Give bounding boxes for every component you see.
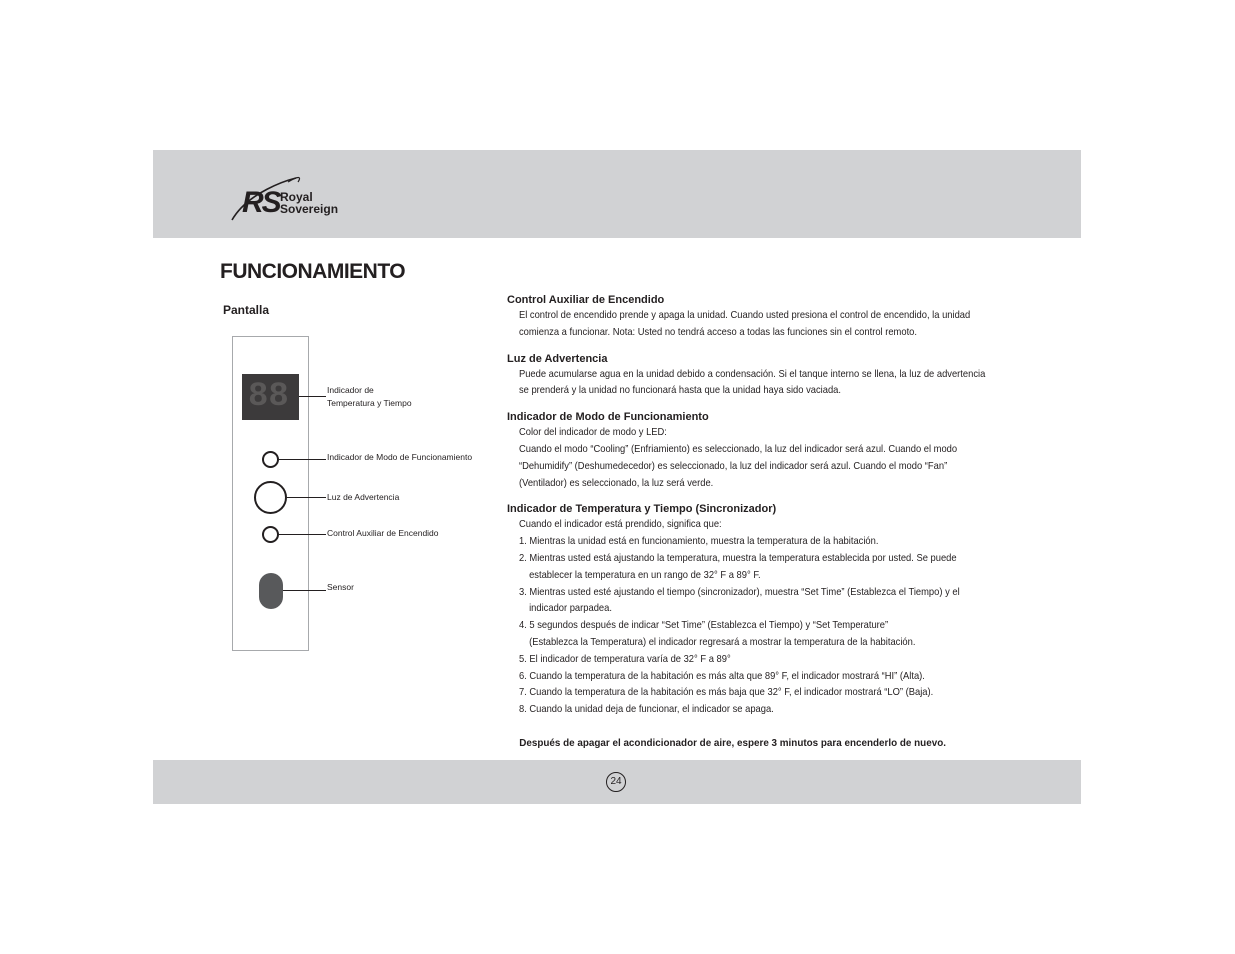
leader-line: [287, 497, 326, 498]
page-title: FUNCIONAMIENTO: [220, 260, 406, 283]
leader-line: [279, 459, 326, 460]
section-title: Control Auxiliar de Encendido: [507, 294, 665, 306]
list-item: 5. El indicador de temperatura varía de 32° F a 89°: [518, 653, 731, 665]
paragraph-line: El control de encendido prende y apaga la unidad. Cuando usted presiona el control de encendido, la unidad: [518, 310, 971, 321]
callout-warning: Luz de Advertencia: [327, 492, 400, 502]
page-number: 24: [606, 772, 626, 792]
paragraph-line: Cuando el indicador está prendido, significa que:: [518, 519, 722, 531]
section-warning: [507, 351, 1017, 401]
callout-aux-power: Control Auxiliar de Encendido: [327, 528, 439, 538]
final-note: Después de apagar el acondicionador de aire, espere 3 minutos para encenderlo de nuevo.: [519, 736, 946, 749]
list-item: 6. Cuando la temperatura de la habitación es más alta que 89° F, el indicador mostrará “HI” (Alta).: [518, 670, 925, 682]
paragraph-line: se prenderá y la unidad no funcionará hasta que la unidad haya sido vaciada.: [518, 385, 841, 397]
leader-line: [299, 396, 326, 397]
logo-line-1: Royal: [280, 190, 313, 204]
paragraph-line: Cuando el modo “Cooling” (Enfriamiento) es seleccionado, la luz del indicador será azul. Cuando el modo: [518, 443, 958, 455]
paragraph-line: comienza a funcionar. Nota: Usted no tendrá acceso a todas las funciones sin el control remoto.: [518, 326, 918, 338]
section-aux-power: [507, 292, 1017, 342]
section-mode: [507, 409, 1017, 492]
paragraph-line: (Ventilador) es seleccionado, la luz será verde.: [518, 477, 714, 489]
callout-sensor: Sensor: [327, 582, 354, 592]
aux-power-button-circle: [262, 526, 279, 543]
logo-mark: RS: [242, 186, 280, 219]
instructions-column: [507, 292, 1017, 749]
paragraph-line: “Dehumidify” (Deshumedecedor) es seleccionado, la luz del indicador será azul. Cuando el modo “Fan”: [518, 460, 948, 472]
leader-line: [279, 534, 326, 535]
callout-temp-time-line-2: Temperatura y Tiempo: [327, 397, 412, 408]
warning-light-circle: [254, 481, 287, 514]
display-panel-heading: Pantalla: [223, 303, 270, 317]
paragraph-line: Puede acumularse agua en la unidad debido a condensación. Si el tanque interno se llena, la luz de advertencia: [518, 368, 986, 380]
list-item: 4. 5 segundos después de indicar “Set Time” (Establezca el Tiempo) y “Set Temperature” (Establezca la Temperatura) el indicador regresará a mostrar la temperatura de la habitación.: [518, 620, 916, 648]
paragraph-line: Color del indicador de modo y LED:: [518, 427, 667, 439]
list-item: 7. Cuando la temperatura de la habitación es más baja que 32° F, el indicador mostrará “LO” (Baja).: [518, 687, 934, 699]
list-item: 2. Mientras usted está ajustando la temperatura, muestra la temperatura establecida por usted. Se puede establecer la temperatura en un rango de 32° F a 89° F.: [518, 552, 957, 581]
list-item: 1. Mientras la unidad está en funcionamiento, muestra la temperatura de la habitación.: [518, 536, 879, 548]
list-item: 8. Cuando la unidad deja de funcionar, el indicador se apaga.: [518, 704, 774, 716]
leader-line: [283, 590, 326, 591]
list-item: 3. Mientras usted esté ajustando el tiempo (sincronizador), muestra “Set Time” (Establezca el Tiempo) y el indicador parpadea.: [518, 586, 960, 615]
logo-line-2: Sovereign: [280, 202, 339, 216]
section-title: Luz de Advertencia: [507, 352, 608, 365]
temperature-time-display: [242, 374, 299, 420]
section-title: Indicador de Temperatura y Tiempo (Sincronizador): [507, 503, 777, 516]
display-digits: 88: [248, 378, 289, 416]
callout-mode: Indicador de Modo de Funcionamiento: [327, 452, 473, 462]
sensor-shape: [259, 573, 283, 609]
section-title: Indicador de Modo de Funcionamiento: [507, 411, 709, 424]
callout-temp-time: [327, 384, 412, 409]
royal-sovereign-logo: [228, 172, 358, 224]
mode-indicator-circle: [262, 451, 279, 468]
callout-temp-time-line-1: Indicador de: [327, 385, 374, 395]
logo-wordmark: [280, 191, 338, 215]
section-temp-time: [507, 501, 1017, 719]
